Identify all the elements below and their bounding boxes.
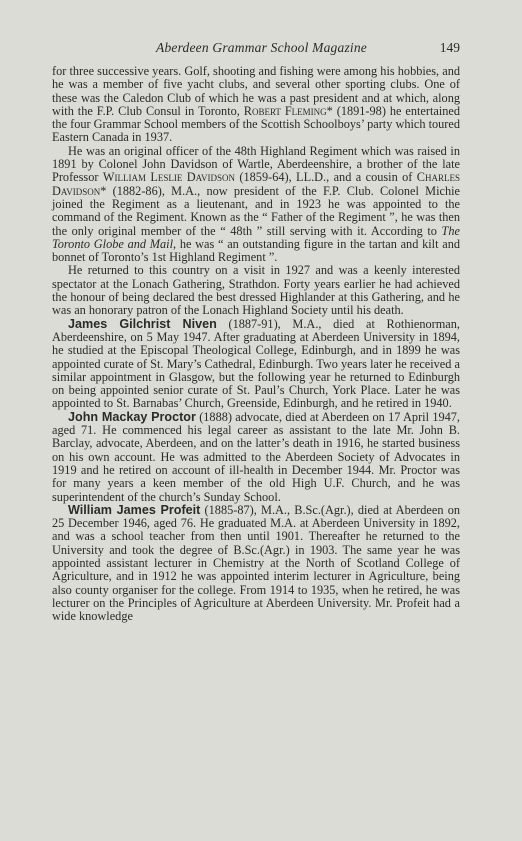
text-run: for three successive years. Golf, shooting and fishing were among his hobbies, and he was a member of five yacht clubs, and several other sporting clubs. One of these was the Caledon Club of which he was a past president and at which, along with the F.P. Club Consul in Toronto, (52, 64, 460, 118)
text-run: He was an original officer of the 48th Highland Regiment which was raised in 1891 by Colonel John Davidson of Wartle, Aberdeenshire, a brother of the late Professor (52, 143, 460, 185)
text-run: * (1882-86), M.A., now president of the F.P. Club. Colonel Michie joined the Regiment as a lieutenant, and in 1923 he was appointed to the command of the Regiment. Known as the “ Father of the Regiment ”, he was then the only original member of the “ 48th ” still serving with it. According to (52, 183, 460, 238)
text-run: (1885-87), M.A., B.Sc.(Agr.), died at Aberdeen on 25 December 1946, aged 76. He graduated M.A. at Aberdeen University in 1892, and was a school teacher from then until 1901. Thereafter he returned to the University and took the degree of B.Sc.(Agr.) in 1903. The same year he was appointed assistant lecturer in Chemistry at the North of Scotland College of Agriculture, and in 1912 he was appointed interim lecturer in Agriculture, being also county organiser for the college. From 1914 to 1935, when he retired, he was lecturer on the Principles of Agriculture at Aberdeen University. Mr. Profeit had a wide knowledge (52, 502, 460, 624)
text-run: (1887-91), M.A., died at Rothienorman, Aberdeenshire, on 5 May 1947. After graduating at Aberdeen University in 1894, he studied at the Episcopal Theological College, Edinburgh, and in 1899 he was appointed curate of St. Mary’s Cathedral, Edinburgh. Two years later he received a similar appointment in Glasgow, but the following year he returned to Edinburgh on being appointed senior curate of St. Paul’s Church, York Place. Later he was appointed to St. Barnabas’ Church, Greenside, Edinburgh, and he retired in 1940. (52, 316, 460, 411)
obituary-profeit (52, 504, 460, 624)
obituary-niven (52, 318, 460, 411)
paragraph-michie-hobbies (52, 65, 460, 145)
page-number: 149 (439, 40, 460, 55)
running-title: Aberdeen Grammar School Magazine (156, 40, 367, 55)
obituary-name: John Mackay Proctor (68, 409, 196, 424)
person-name-smallcaps: William Leslie Davidson (102, 170, 235, 185)
text-run: , he was “ an outstanding figure in the tartan and kilt and bonnet of Toronto’s 1st Highland Regiment ”. (52, 236, 460, 265)
text-run: He returned to this country on a visit in 1927 and was a keenly interested spectator at the Lonach Gathering, Strathdon. Forty years earlier he had achieved the honour of being declared the best dressed Highlander at this Gathering, and he was an honorary patron of the Lonach Highland Society until his death. (52, 263, 460, 318)
person-name-smallcaps: Charles Davidson (52, 170, 460, 198)
text-run: * (1891-98) he entertained the four Grammar School members of the Scottish Schoolboys’ party which toured Eastern Canada in 1937. (52, 103, 460, 145)
obituary-name: James Gilchrist Niven (68, 316, 217, 331)
obituary-proctor (52, 411, 460, 504)
paragraph-michie-lonach (52, 264, 460, 317)
article-body (52, 65, 460, 623)
newspaper-title: The Toronto Globe and Mail (52, 223, 460, 251)
person-name-smallcaps: Robert Fleming (243, 103, 327, 118)
page-header (52, 40, 460, 58)
text-run: (1888) advocate, died at Aberdeen on 17 April 1947, aged 71. He commenced his legal career as assistant to the late Mr. John B. Barclay, advocate, Aberdeen, and on the latter’s death in 1916, he started business on his own account. He was admitted to the Aberdeen Society of Advocates in 1919 and he retired on account of ill-health in December 1944. Mr. Proctor was for many years a keen member of the old High U.F. Church, and he was superintendent of the church’s Sunday School. (52, 409, 460, 504)
obituary-name: William James Profeit (68, 502, 201, 517)
paragraph-michie-regiment (52, 145, 460, 265)
text-run: (1859-64), LL.D., and a cousin of (235, 170, 417, 185)
